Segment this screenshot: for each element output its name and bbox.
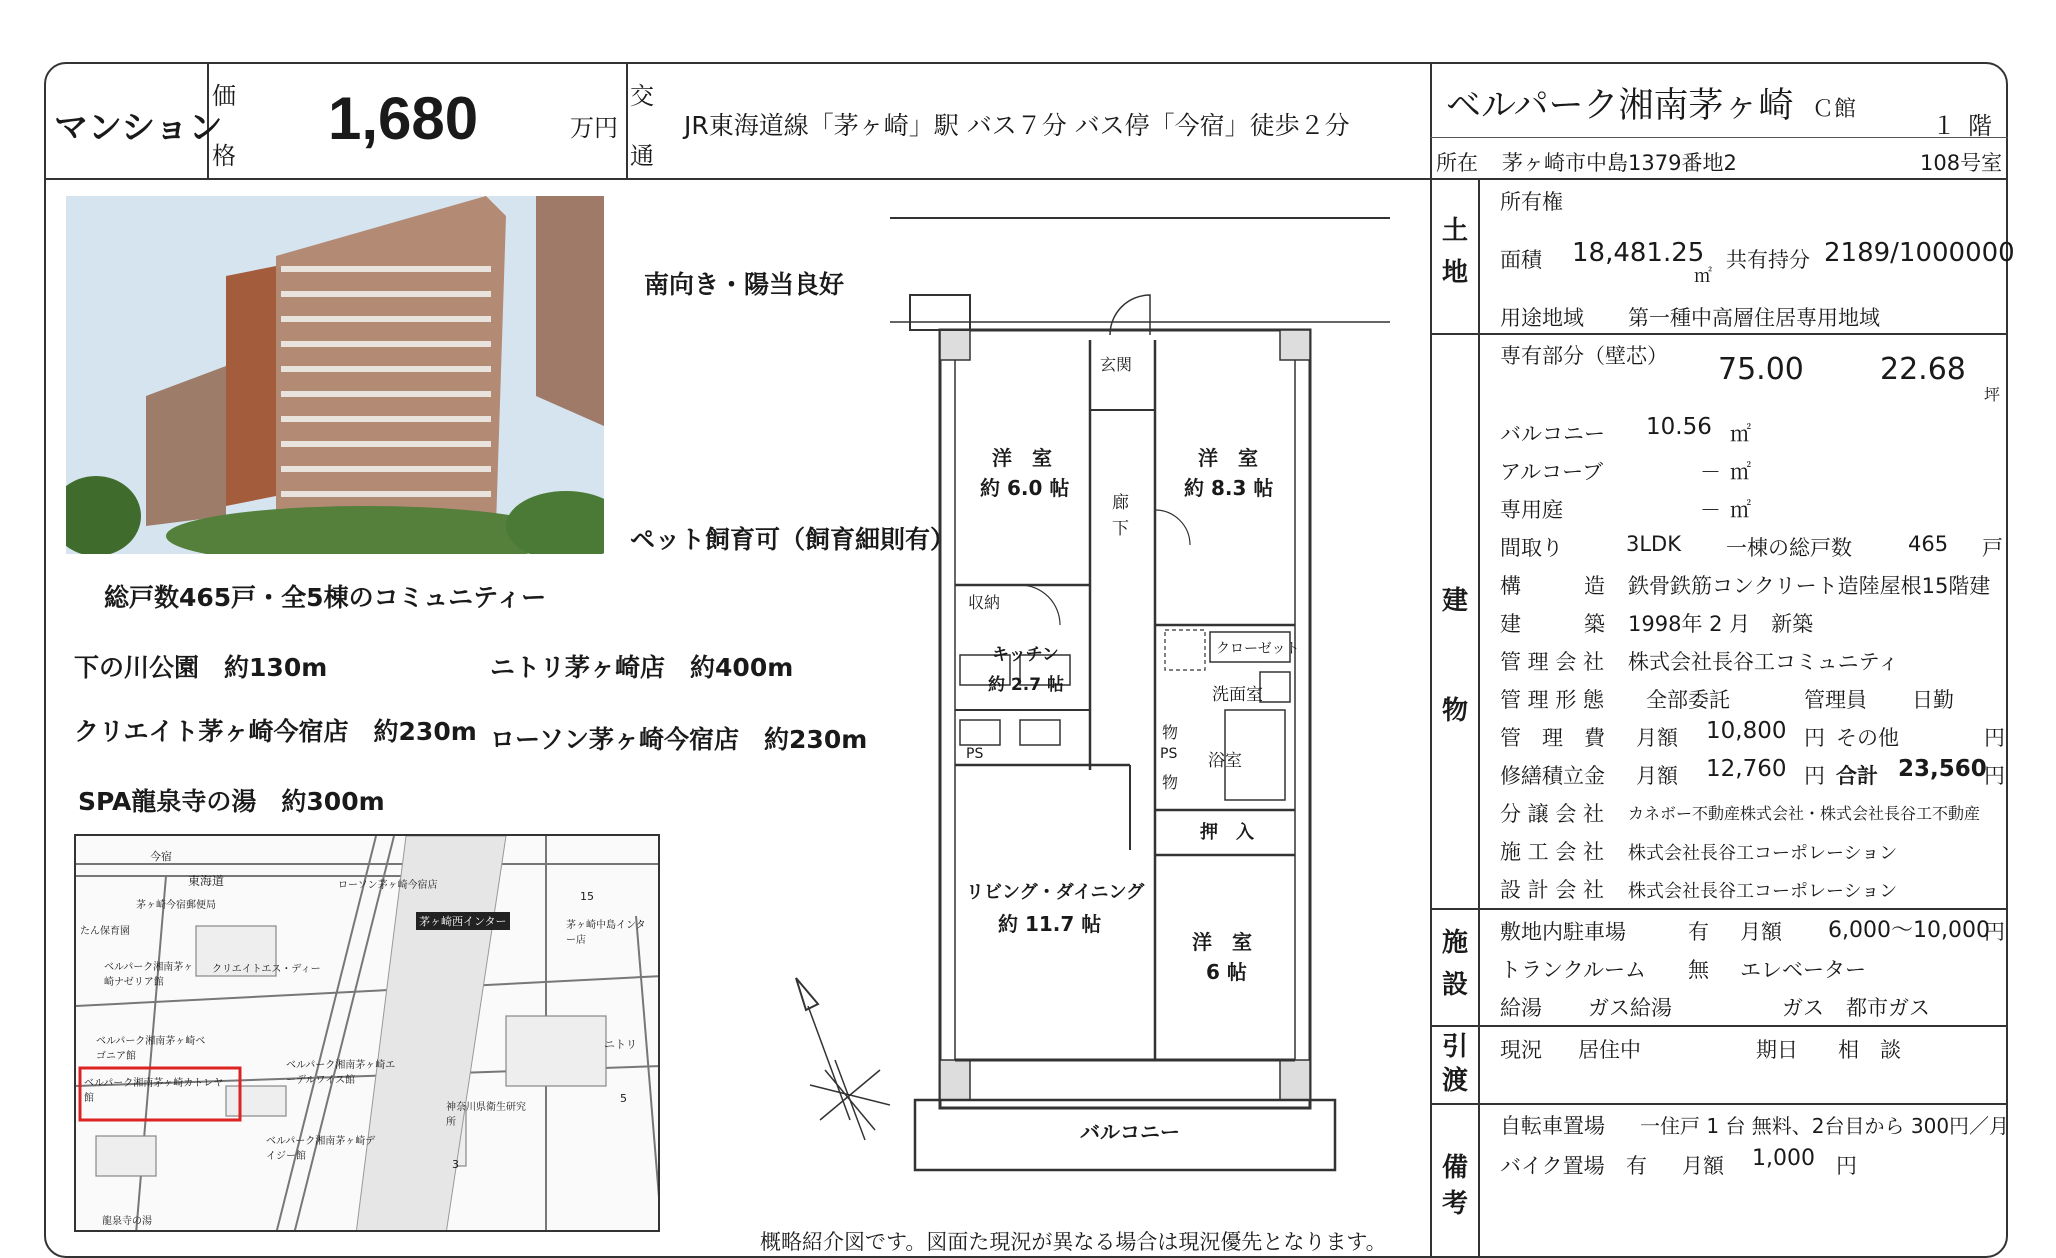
price-unit: 万円: [570, 114, 618, 142]
hallway-label: 廊 下: [1112, 493, 1129, 539]
orientation-note: 南向き・陽当良好: [644, 270, 845, 299]
divider: [1430, 908, 2008, 910]
room-name: 洋 室: [1192, 930, 1252, 954]
room-name: キッチン: [992, 645, 1059, 665]
map-label: 茅ヶ崎今宿郵便局: [136, 900, 216, 911]
room-size: 約 2.7 帖: [988, 675, 1064, 695]
mgmt-company-label: 管 理 会 社: [1500, 650, 1605, 674]
map-label: ベルパーク湘南茅ヶ崎デイジー館: [266, 1136, 376, 1162]
manager-label: 管理員: [1804, 688, 1867, 712]
mgmt-form-label: 管 理 形 態: [1500, 688, 1605, 712]
divider: [1430, 333, 2008, 335]
total-units-label: 一棟の総戸数: [1726, 536, 1852, 560]
pet-note: ペット飼育可（飼育細則有）: [630, 525, 956, 554]
price-label-2: 格: [212, 142, 236, 170]
built-label: 建 築: [1500, 612, 1605, 636]
remarks-category: 備 考: [1441, 1153, 1468, 1219]
status-label: 現況: [1500, 1038, 1542, 1062]
bicycle-parking-value: 一住戸 1 台 無料、2台目から 300円／月: [1640, 1114, 2010, 1138]
gas-label: ガス: [1782, 996, 1824, 1020]
yen-unit: 円: [1984, 764, 2005, 788]
tsubo-unit: 坪: [1984, 385, 2001, 404]
parking-available: 有: [1688, 920, 1709, 944]
yen-unit: 円: [1984, 920, 2005, 944]
mgmt-company-value: 株式会社長谷工コミュニティ: [1628, 650, 1899, 674]
sqm-unit: ㎡: [1730, 460, 1751, 484]
map-label: ベルパーク湘南茅ヶ崎エーデルワイス館: [286, 1060, 396, 1086]
facility-category: 施 設: [1441, 928, 1468, 1000]
layout-label: 間取り: [1500, 536, 1563, 560]
delivery-date-label: 期日: [1756, 1038, 1798, 1062]
floor-plan: [880, 210, 1420, 1180]
land-zone-value: 第一種中高層住居専用地域: [1628, 306, 1880, 330]
layout-value: 3LDK: [1626, 532, 1682, 556]
structure-value: 鉄骨鉄筋コンクリート造陸屋根15階建: [1628, 574, 1991, 598]
parking-label: 敷地内駐車場: [1500, 920, 1626, 944]
total-fee-value: 23,560: [1898, 756, 1987, 782]
closet-label: 押 入: [1200, 822, 1254, 843]
other-fee-label: その他: [1836, 726, 1899, 750]
pipe-space-label: PS: [1160, 746, 1178, 762]
motorbike-parking-label: バイク置場: [1500, 1154, 1605, 1178]
yen-unit: 円: [1984, 726, 2005, 750]
bicycle-parking-label: 自転車置場: [1500, 1114, 1605, 1138]
divider: [626, 62, 628, 178]
hot-water-label: 給湯: [1500, 996, 1542, 1020]
building-category: 建 物: [1441, 586, 1468, 726]
header-bottom-line: [44, 178, 2008, 180]
address-label: 所在: [1436, 151, 1478, 175]
hot-water-value: ガス給湯: [1588, 996, 1672, 1020]
map-label: たん保育園: [80, 926, 130, 937]
trunk-room-label: トランクルーム: [1500, 958, 1646, 982]
trunk-room-value: 無: [1688, 958, 1709, 982]
parking-fee-value: 6,000～10,000: [1828, 918, 1990, 943]
washroom-label: 洗面室: [1212, 685, 1263, 705]
divider: [1430, 137, 2008, 138]
room-name: リビング・ダイニング: [966, 882, 1145, 903]
monthly-label: 月額: [1636, 764, 1678, 788]
exclusive-area-label: 専有部分（壁芯）: [1500, 344, 1668, 368]
entrance-label: 玄関: [1100, 355, 1133, 374]
map-label: 茅ヶ崎西インター: [416, 912, 510, 930]
land-share-label: 共有持分: [1726, 248, 1810, 272]
room-name: 洋 室: [992, 446, 1052, 470]
alcove-label: アルコーブ: [1500, 460, 1604, 484]
land-category: 土 地: [1441, 216, 1468, 288]
structure-label: 構 造: [1500, 574, 1605, 598]
units-unit: 戸: [1982, 536, 2003, 560]
map-label: 神奈川県衛生研究所: [446, 1102, 526, 1128]
room-size: 約 11.7 帖: [998, 912, 1102, 936]
nearby-item: ローソン茅ヶ崎今宿店 約230m: [490, 725, 868, 754]
land-area-unit: ㎡: [1694, 266, 1712, 287]
total-units-value: 465: [1908, 532, 1949, 556]
floor-number: １: [1932, 112, 1956, 140]
land-area-label: 面積: [1500, 248, 1542, 272]
yen-unit: 円: [1804, 726, 1825, 750]
garden-value: －: [1700, 498, 1721, 522]
nearby-item: 下の川公園 約130m: [74, 653, 328, 682]
closet-label: クローゼット: [1216, 641, 1300, 657]
land-zone-label: 用途地域: [1500, 306, 1584, 330]
seller-label: 分 譲 会 社: [1500, 802, 1605, 826]
building-photo: [66, 196, 604, 554]
alcove-value: －: [1700, 460, 1721, 484]
price-label-1: 価: [212, 82, 236, 110]
map-label: ベルパーク湘南茅ヶ崎カトレヤ館: [84, 1078, 224, 1104]
balcony-area-value: 10.56: [1646, 414, 1712, 440]
map-label: ローソン茅ヶ崎今宿店: [338, 880, 438, 891]
room-number: 108号室: [1920, 151, 2003, 175]
repair-fund-label: 修繕積立金: [1500, 764, 1605, 788]
gas-value: 都市ガス: [1846, 996, 1930, 1020]
room-size: 約 6.0 帖: [980, 476, 1070, 500]
land-area-value: 18,481.25: [1572, 238, 1705, 268]
mgmt-fee-value: 10,800: [1706, 718, 1787, 744]
total-fee-label: 合計: [1836, 764, 1878, 788]
community-note: 総戸数465戸・全5棟のコミュニティー: [104, 583, 547, 612]
nearby-item: SPA龍泉寺の湯 約300m: [78, 787, 385, 816]
motorbike-fee-unit: 円: [1836, 1154, 1857, 1178]
area-map: [74, 834, 660, 1232]
sqm-unit: ㎡: [1730, 422, 1751, 446]
mgmt-form-value: 全部委託: [1646, 688, 1730, 712]
map-label: 5: [620, 1092, 627, 1105]
room-name: 洋 室: [1198, 446, 1258, 470]
map-label: 龍泉寺の湯: [102, 1216, 152, 1227]
storage-label: 物: [1162, 723, 1179, 742]
divider: [1478, 178, 1480, 1258]
property-name: ベルパーク湘南茅ヶ崎: [1446, 86, 1794, 126]
exclusive-area-tsubo: 22.68: [1880, 352, 1966, 387]
delivery-date-value: 相 談: [1838, 1038, 1901, 1062]
map-label: クリエイトエス・ディー: [212, 964, 321, 975]
storage-label: 収納: [968, 593, 1001, 612]
bathroom-label: 浴室: [1208, 751, 1242, 771]
yen-unit: 円: [1804, 764, 1825, 788]
monthly-label: 月額: [1636, 726, 1678, 750]
map-label: 東海道: [188, 874, 225, 888]
disclaimer: 概略紹介図です。図面た現況が異なる場合は現況優先となります。: [760, 1230, 1387, 1254]
motorbike-fee-value: 1,000: [1752, 1146, 1815, 1171]
land-share-value: 2189/1000000: [1824, 238, 2015, 268]
designer-label: 設 計 会 社: [1500, 878, 1605, 902]
divider: [1430, 1103, 2008, 1105]
map-label: 今宿: [150, 850, 172, 863]
designer-value: 株式会社長谷工コーポレーション: [1628, 881, 1898, 902]
builder-label: 施 工 会 社: [1500, 840, 1605, 864]
sqm-unit: ㎡: [1730, 498, 1751, 522]
handover-category: 引 渡: [1441, 1032, 1468, 1096]
parking-monthly-label: 月額: [1740, 920, 1782, 944]
map-label: 15: [580, 890, 594, 903]
nearby-item: ニトリ茅ヶ崎店 約400m: [490, 653, 794, 682]
storage-label: 物: [1162, 773, 1179, 792]
map-label: ニトリ: [604, 1038, 637, 1051]
garden-label: 専用庭: [1500, 498, 1563, 522]
seller-value: カネボー不動産株式会社・株式会社長谷工不動産: [1628, 804, 1981, 823]
status-value: 居住中: [1578, 1038, 1641, 1062]
divider: [1430, 1025, 2008, 1027]
room-size: 6 帖: [1206, 960, 1247, 984]
motorbike-monthly-label: 月額: [1682, 1154, 1724, 1178]
building-name: Ｃ館: [1812, 97, 1857, 122]
balcony-area-label: バルコニー: [1500, 422, 1605, 446]
manager-value: 日勤: [1912, 688, 1954, 712]
mgmt-fee-label: 管 理 費: [1500, 726, 1605, 750]
map-label: ベルパーク湘南茅ヶ崎ベゴニア館: [96, 1036, 206, 1062]
land-ownership: 所有権: [1500, 190, 1563, 214]
map-label: ベルパーク湘南茅ヶ崎ナゼリア館: [104, 962, 194, 988]
map-label: 3: [452, 1158, 459, 1171]
builder-value: 株式会社長谷工コーポレーション: [1628, 843, 1898, 864]
repair-fund-value: 12,760: [1706, 756, 1787, 782]
access-label-1: 交: [630, 82, 654, 110]
access-label-2: 通: [630, 142, 654, 170]
property-type: マンション: [54, 108, 223, 148]
motorbike-available: 有: [1626, 1154, 1647, 1178]
nearby-item: クリエイト茅ヶ崎今宿店 約230m: [74, 717, 477, 746]
access-text: JR東海道線「茅ヶ崎」駅 バス７分 バス停「今宿」徒歩２分: [684, 111, 1350, 140]
room-size: 約 8.3 帖: [1184, 476, 1274, 500]
built-value: 1998年 2 月 新築: [1628, 612, 1814, 636]
pipe-space-label: PS: [966, 746, 984, 762]
exclusive-area-sqm: 75.00: [1718, 352, 1804, 387]
balcony-label: バルコニー: [1080, 1120, 1180, 1144]
map-label: 茅ヶ崎中島インター店: [566, 920, 646, 946]
floor-unit: 階: [1968, 112, 1992, 140]
address-value: 茅ヶ崎市中島1379番地2: [1502, 151, 1737, 175]
elevator-label: エレベーター: [1740, 958, 1866, 982]
price-value: 1,680: [328, 85, 479, 152]
